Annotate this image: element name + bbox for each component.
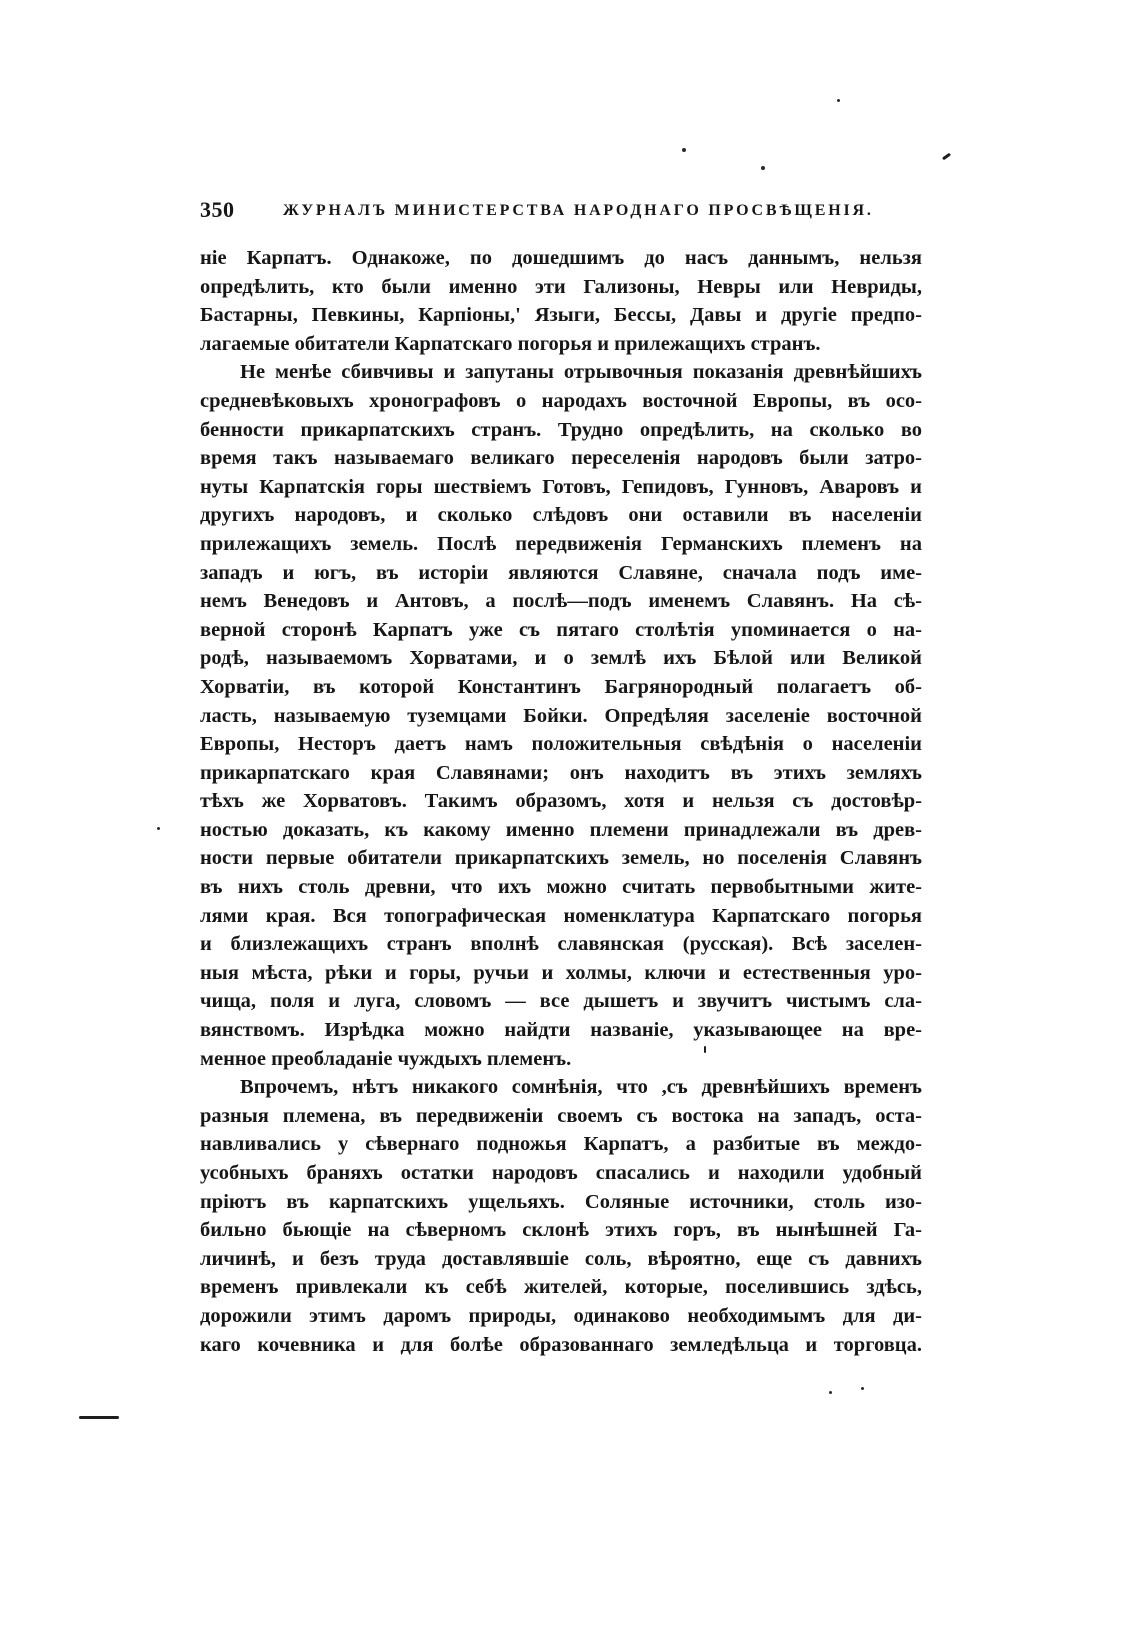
paragraph — [200, 244, 922, 358]
text-line: Впрочемъ, нѣтъ никакого сомнѣнія, что ,съ древнѣйшихъ временъ — [240, 1076, 922, 1099]
scan-speck — [837, 99, 840, 102]
scan-speck — [861, 1387, 864, 1390]
text-line: въ нихъ столь древни, что ихъ можно считать первобытными жите- — [200, 876, 922, 899]
text-line: Хорватіи, въ которой Константинъ Багрянородный полагаетъ об- — [200, 675, 922, 698]
paragraph — [200, 1073, 922, 1359]
text-line: вянствомъ. Изрѣдка можно найдти названіе, указывающее на вре- — [200, 1019, 922, 1042]
text-line: лагаемые обитатели Карпатскаго погорья и прилежащихъ странъ. — [200, 332, 821, 355]
text-line: Европы, Несторъ даетъ намъ положительныя свѣдѣнія о населеніи — [200, 733, 922, 756]
text-line: прикарпатскаго края Славянами; онъ находитъ въ этихъ земляхъ — [200, 761, 922, 784]
text-line: чища, поля и луга, словомъ — все дышетъ и звучитъ чистымъ сла- — [200, 990, 922, 1013]
text-line: навливались у сѣвернаго подножья Карпатъ, а разбитые въ междо- — [200, 1133, 922, 1156]
text-line: бильно бьющіе на сѣверномъ склонѣ этихъ горъ, въ нынѣшней Га- — [200, 1219, 922, 1242]
text-line: ности первые обитатели прикарпатскихъ земель, но поселенія Славянъ — [200, 847, 922, 870]
page-number: 350 — [200, 197, 235, 222]
text-line: пріютъ въ карпатскихъ ущельяхъ. Соляные источники, столь изо- — [200, 1190, 922, 1213]
text-line: каго кочевника и для болѣе образованнаго земледѣльца и торговца. — [200, 1333, 922, 1356]
text-line: бенности прикарпатскихъ странъ. Трудно опредѣлить, на сколько во — [200, 418, 922, 441]
body-text — [200, 244, 922, 1359]
text-line: разныя племена, въ передвиженіи своемъ съ востока на западъ, оста- — [200, 1104, 922, 1127]
text-line: время такъ называемаго великаго переселенія народовъ были затро- — [200, 447, 922, 470]
text-line: родѣ, называемомъ Хорватами, и о землѣ ихъ Бѣлой или Великой — [200, 647, 922, 670]
text-line: усобныхъ браняхъ остатки народовъ спасались и находили удобный — [200, 1162, 922, 1184]
text-line: Бастарны, Певкины, Карпіоны,' Языги, Бессы, Давы и другіе предпо- — [200, 304, 922, 327]
text-line: опредѣлить, кто были именно эти Гализоны, Невры или Невриды, — [200, 275, 922, 298]
text-line: ласть, называемую туземцами Бойки. Опредѣляя заселеніе восточной — [200, 704, 922, 727]
text-line: западъ и югъ, въ исторіи являются Славяне, сначала подъ име- — [200, 561, 922, 584]
text-line: верной сторонѣ Карпатъ уже съ пятаго столѣтія упоминается о на- — [200, 618, 922, 641]
text-line: немъ Венедовъ и Антовъ, а послѣ—подъ именемъ Славянъ. На сѣ- — [200, 590, 922, 613]
scan-speck — [79, 1416, 119, 1419]
text-line: прилежащихъ земель. Послѣ передвиженія Германскихъ племенъ на — [200, 532, 922, 555]
text-line: ніе Карпатъ. Однакоже, по дошедшимъ до насъ даннымъ, нельзя — [200, 247, 922, 269]
running-head — [200, 197, 922, 223]
text-line: другихъ народовъ, и сколько слѣдовъ они оставили въ населеніи — [200, 504, 922, 527]
text-line: личинѣ, и безъ труда доставлявшіе соль, вѣроятно, еще съ давнихъ — [200, 1247, 922, 1270]
text-line: Не менѣе сбивчивы и запутаны отрывочныя показанія древнѣйшихъ — [240, 361, 922, 384]
text-line: средневѣковыхъ хронографовъ о народахъ восточной Европы, въ осо- — [200, 389, 922, 412]
text-line: и близлежащихъ странъ вполнѣ славянская (русская). Всѣ заселен- — [200, 933, 922, 956]
text-line: временъ привлекали къ себѣ жителей, которые, поселившись здѣсь, — [200, 1276, 922, 1299]
scan-speck — [761, 166, 765, 170]
text-line: тѣхъ же Хорватовъ. Такимъ образомъ, хотя и нельзя съ достовѣр- — [200, 790, 922, 813]
running-title: ЖУРНАЛЪ МИНИСТЕРСТВА НАРОДНАГО ПРОСВѢЩЕНІЯ. — [283, 202, 874, 219]
text-line: ностью доказать, къ какому именно племени принадлежали въ древ- — [200, 818, 922, 841]
text-line: менное преобладаніе чуждыхъ племенъ. — [200, 1047, 572, 1070]
scan-speck — [682, 148, 686, 152]
text-line: дорожили этимъ даромъ природы, одинаково необходимымъ для ди- — [200, 1304, 922, 1327]
scan-speck — [829, 1391, 832, 1394]
scan-speck — [157, 827, 160, 830]
text-line: лями края. Вся топографическая номенклатура Карпатскаго погорья — [200, 904, 922, 927]
scan-speck — [942, 153, 951, 161]
text-line: нуты Карпатскія горы шествіемъ Готовъ, Гепидовъ, Гунновъ, Аваровъ и — [200, 475, 922, 498]
paragraph — [200, 358, 922, 1073]
text-line: ныя мѣста, рѣки и горы, ручьи и холмы, ключи и естественныя уро- — [200, 961, 922, 984]
